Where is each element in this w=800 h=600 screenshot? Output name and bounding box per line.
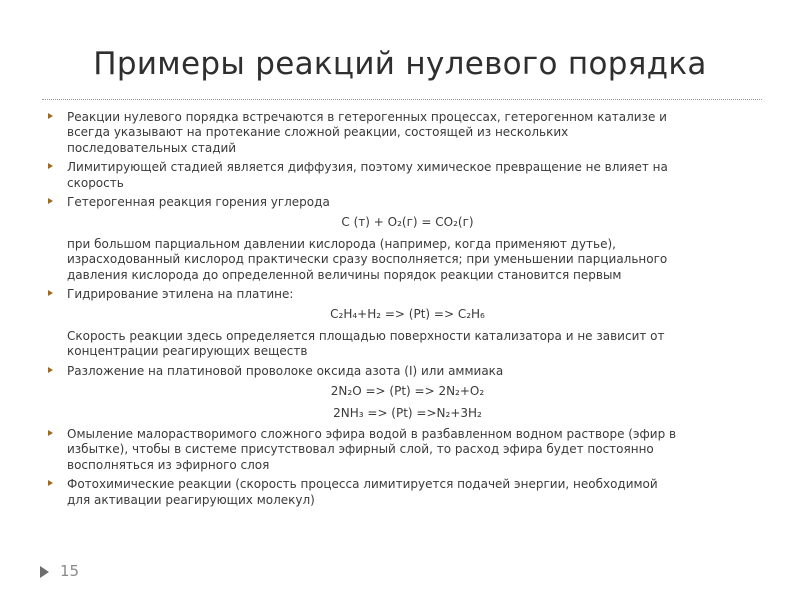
chemical-equation: С (т) + О₂(г) = СО₂(г)	[341, 215, 474, 230]
list-item	[48, 287, 748, 360]
bullet-arrow-icon	[48, 430, 53, 436]
item-text-line: последовательных стадий	[67, 140, 237, 155]
list-item	[48, 477, 748, 508]
item-text-line: восполняться из эфирного слоя	[67, 457, 270, 472]
list-item	[48, 427, 748, 473]
list-item	[48, 195, 748, 283]
item-text-line: Гидрирование этилена на платине:	[67, 287, 294, 302]
next-slide-arrow-icon[interactable]	[40, 566, 49, 578]
list-item	[48, 110, 748, 156]
list-item	[48, 364, 748, 421]
bullet-list	[48, 110, 748, 512]
chemical-equation: 2N₂O => (Pt) => 2N₂+O₂	[330, 384, 485, 399]
chemical-equation: С₂Н₄+Н₂ => (Pt) => С₂Н₆	[330, 307, 485, 322]
item-text-line: всегда указывают на протекание сложной реакции, состоящей из нескольких	[67, 125, 569, 140]
item-text-line: для активации реагирующих молекул)	[67, 492, 315, 507]
item-text-line: давления кислорода до определенной величины порядок реакции становится первым	[67, 267, 622, 282]
chemical-equation: 2NH₃ => (Pt) =>N₂+3H₂	[333, 405, 482, 420]
bullet-arrow-icon	[48, 198, 53, 204]
page-number: 15	[60, 562, 80, 580]
bullet-arrow-icon	[48, 480, 53, 486]
item-text-line: Гетерогенная реакция горения углерода	[67, 195, 330, 210]
bullet-arrow-icon	[48, 163, 53, 169]
item-text-line: Разложение на платиновой проволоке оксида азота (I) или аммиака	[67, 363, 504, 378]
item-text-line: Омыление малорастворимого сложного эфира водой в разбавленном водном растворе (эфир в	[67, 426, 677, 441]
item-text-line: Фотохимические реакции (скорость процесса лимитируется подачей энергии, необходимой	[67, 477, 658, 492]
item-text-line: Лимитирующей стадией является диффузия, поэтому химическое превращение не влияет на	[67, 160, 668, 175]
title-divider	[42, 99, 762, 100]
item-text-line: скорость	[67, 175, 124, 190]
list-item	[48, 160, 748, 191]
item-text-line: Скорость реакции здесь определяется площадью поверхности катализатора и не зависит от	[67, 328, 665, 343]
item-text-line: избытке), чтобы в системе присутствовал эфирный слой, то расход эфира будет постоянно	[67, 442, 654, 457]
item-text-line: израсходованный кислород практически сразу восполняется; при уменьшении парциального	[67, 252, 668, 267]
item-text-line: концентрации реагирующих веществ	[67, 344, 308, 359]
item-text-line: Реакции нулевого порядка встречаются в гетерогенных процессах, гетерогенном катализе и	[67, 110, 667, 124]
slide-title: Примеры реакций нулевого порядка	[93, 46, 707, 82]
bullet-arrow-icon	[48, 113, 53, 119]
item-text-line: при большом парциальном давлении кислорода (например, когда применяют дутье),	[67, 236, 616, 251]
bullet-arrow-icon	[48, 290, 53, 296]
bullet-arrow-icon	[48, 367, 53, 373]
